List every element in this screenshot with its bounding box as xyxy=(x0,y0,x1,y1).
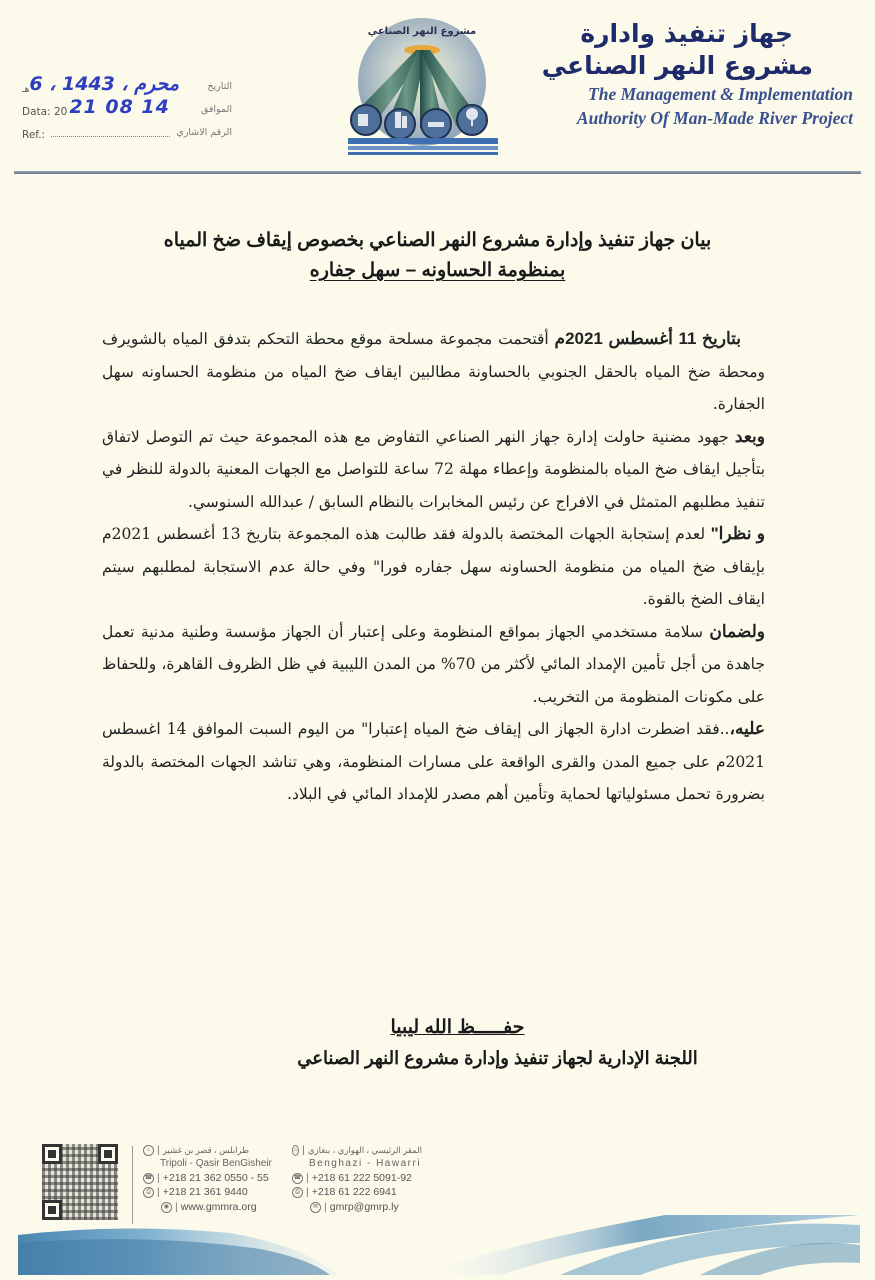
gregorian-date-handwritten: 21 08 14 xyxy=(69,96,170,118)
benghazi-address-ar: المقر الرئيسي ، الهواري ، بنغازي xyxy=(307,1145,422,1155)
paragraph-text: جهود مضنية حاولت إدارة جهاز النهر الصناعي التفاوض مع هذه المجموعة حيث تم التوصل لاتفاق بتأجيل ايقاف ضخ المياه بالمنظومة وإعطاء مهلة 72 ساعة للتواصل مع الجهات المعنية بالدولة للنظر في تنفيذ مطلبهم المتمثل في الافراج عن رئيس المخابرات بالنظام السابق / عبدالله السنوسي. xyxy=(102,427,766,511)
org-name-ar-line1: جهاز تنفيذ وادارة xyxy=(580,19,793,48)
tripoli-address-ar-row: ⌂ | طرابلس ، قصر بن غشير xyxy=(143,1143,273,1157)
footer-wave-decoration xyxy=(0,1215,875,1280)
website-link[interactable]: www.gmmra.org xyxy=(180,1201,257,1213)
tripoli-phone: +218 21 362 0550 - 55 xyxy=(162,1172,269,1184)
paragraph-lead: وبعد xyxy=(734,426,765,446)
title-line-2: بمنظومة الحساونه – سهل جفاره xyxy=(309,260,566,281)
email-link[interactable]: gmrp@gmrp.ly xyxy=(329,1201,399,1213)
fax-icon: ⎙ xyxy=(143,1187,154,1198)
reference-row xyxy=(22,118,232,141)
paragraph-text: لعدم إستجابة الجهات المختصة بالدولة فقد طالبت هذه المجموعة بتاريخ 13 أغسطس 2021م بإيقاف ضخ المياه من منظومة الحساونه سهل جفاره فورا" وفي حالة عدم الاستجابة لمطلبهم سيتم ايقاف الضخ بالقوة. xyxy=(102,525,765,608)
pipes-emblem-icon xyxy=(340,10,505,158)
header-divider xyxy=(14,171,861,174)
reference-label-en: Ref.: xyxy=(22,129,46,141)
footer-divider xyxy=(132,1146,133,1224)
phone-icon: ☎ xyxy=(292,1173,303,1184)
location-icon: ⌂ xyxy=(143,1145,154,1156)
man-made-river-logo xyxy=(340,10,505,158)
gregorian-date-label-en: Data: 20 xyxy=(22,106,68,118)
statement-body xyxy=(102,323,765,811)
fax-icon: ⎙ xyxy=(292,1187,303,1198)
phone-icon: ☎ xyxy=(143,1173,154,1184)
svg-text:مشروع النهر الصناعي: مشروع النهر الصناعي xyxy=(367,26,477,37)
paragraph-text: ..فقد اضطرت ادارة الجهاز الى إيقاف ضخ المياه إعتبارا" من اليوم السبت الموافق 14 اغسطس 2021م على جميع المدن والقرى الواقعة على مسارات المنظومة، وهي تناشد الجهات المختصة بالدولة بضرورة تحمل مسئولياتها لحماية وتأمين أهم مصدر للإمداد المائي في البلاد. xyxy=(102,720,765,803)
org-name-en-line1: The Management & Implementation xyxy=(588,84,853,104)
paragraph-text: أقتحمت مجموعة مسلحة موقع محطة التحكم بتدفق المياه بالشويرف ومحطة ضخ المياه بالحقل الجنوبي بالحساونة مطالبين ايقاف ضخ المياه من منظومة الحساونه سهل الجفارة. xyxy=(102,330,765,413)
tripoli-address-en: Tripoli - Qasir BenGisheir xyxy=(160,1158,272,1169)
reference-label-ar: الرقم الاشاري xyxy=(176,127,232,138)
tripoli-address-en-row xyxy=(143,1157,273,1171)
paragraph-1 xyxy=(102,323,765,421)
benghazi-office-contact xyxy=(292,1143,422,1214)
paragraph-4 xyxy=(102,616,765,714)
paragraph-3 xyxy=(102,518,765,616)
org-name-block xyxy=(523,18,853,130)
benghazi-address-en: Benghazi - Hawarri xyxy=(309,1158,422,1169)
org-name-en-line2: Authority Of Man-Made River Project xyxy=(576,108,853,128)
email-icon: ✉ xyxy=(310,1202,321,1213)
tripoli-fax-row: ⎙ | +218 21 361 9440 xyxy=(143,1185,273,1199)
location-icon: ⌂ xyxy=(292,1145,299,1156)
hijri-date-handwritten: 6 ، محرم ، 1443 xyxy=(29,73,179,95)
paragraph-5 xyxy=(102,713,765,811)
website-row: ◉ | www.gmmra.org xyxy=(161,1200,273,1214)
gregorian-date-label-ar: الموافق xyxy=(200,104,232,115)
benghazi-address-ar-row: ⌂ | المقر الرئيسي ، الهواري ، بنغازي xyxy=(293,1144,422,1156)
hijri-date-row xyxy=(22,72,232,95)
benghazi-fax-row: ⎙ | +218 61 222 6941 xyxy=(292,1185,422,1199)
tripoli-office-contact xyxy=(143,1143,273,1214)
globe-icon: ◉ xyxy=(161,1202,172,1213)
benghazi-phone: +218 61 222 5091-92 xyxy=(311,1172,412,1184)
benghazi-address-en-row xyxy=(292,1157,422,1171)
title-line-1: بيان جهاز تنفيذ وإدارة مشروع النهر الصناعي بخصوص إيقاف ضخ المياه xyxy=(163,230,712,251)
statement-title xyxy=(60,226,815,286)
benghazi-phone-row: ☎ | +218 61 222 5091-92 xyxy=(293,1172,412,1184)
qr-code[interactable] xyxy=(42,1144,118,1220)
hijri-suffix: هـ xyxy=(22,85,30,95)
gregorian-date-row xyxy=(22,95,232,118)
email-row: ✉ | gmrp@gmrp.ly xyxy=(310,1200,422,1214)
paragraph-lead: بتاريخ 11 أغسطس 2021م xyxy=(554,329,741,348)
hijri-date-label: التاريخ xyxy=(207,81,232,92)
paragraph-lead: و نظرا" xyxy=(710,524,765,543)
paragraph-2 xyxy=(102,421,765,519)
closing-block xyxy=(100,1013,775,1073)
paragraph-text: سلامة مستخدمي الجهاز بمواقع المنظومة وعلى إعتبار أن الجهاز مؤسسة وطنية مدنية تعمل جاهدة من أجل تأمين الإمداد المائي لأكثر من 70% من المدن الليبية في ظل الظروف القاهرة، وللحفاظ على مكونات المنظومة من التخريب. xyxy=(102,622,765,706)
signature-committee: اللجنة الإدارية لجهاز تنفيذ وإدارة مشروع النهر الصناعي xyxy=(297,1048,698,1068)
reference-blank-line xyxy=(51,135,170,137)
tripoli-address-ar: طرابلس ، قصر بن غشير xyxy=(162,1145,250,1155)
paragraph-lead: ولضمان xyxy=(709,621,765,641)
benghazi-fax: +218 61 222 6941 xyxy=(311,1186,397,1198)
tripoli-fax: +218 21 361 9440 xyxy=(162,1186,248,1198)
tripoli-phone-row: ☎ | +218 21 362 0550 - 55 xyxy=(144,1172,269,1184)
closing-blessing: حفـــــظ الله ليبيا xyxy=(390,1017,525,1038)
paragraph-lead: عليه، xyxy=(729,719,765,738)
org-name-ar-line2: مشروع النهر الصناعي xyxy=(541,51,813,80)
date-reference-block xyxy=(22,72,232,141)
